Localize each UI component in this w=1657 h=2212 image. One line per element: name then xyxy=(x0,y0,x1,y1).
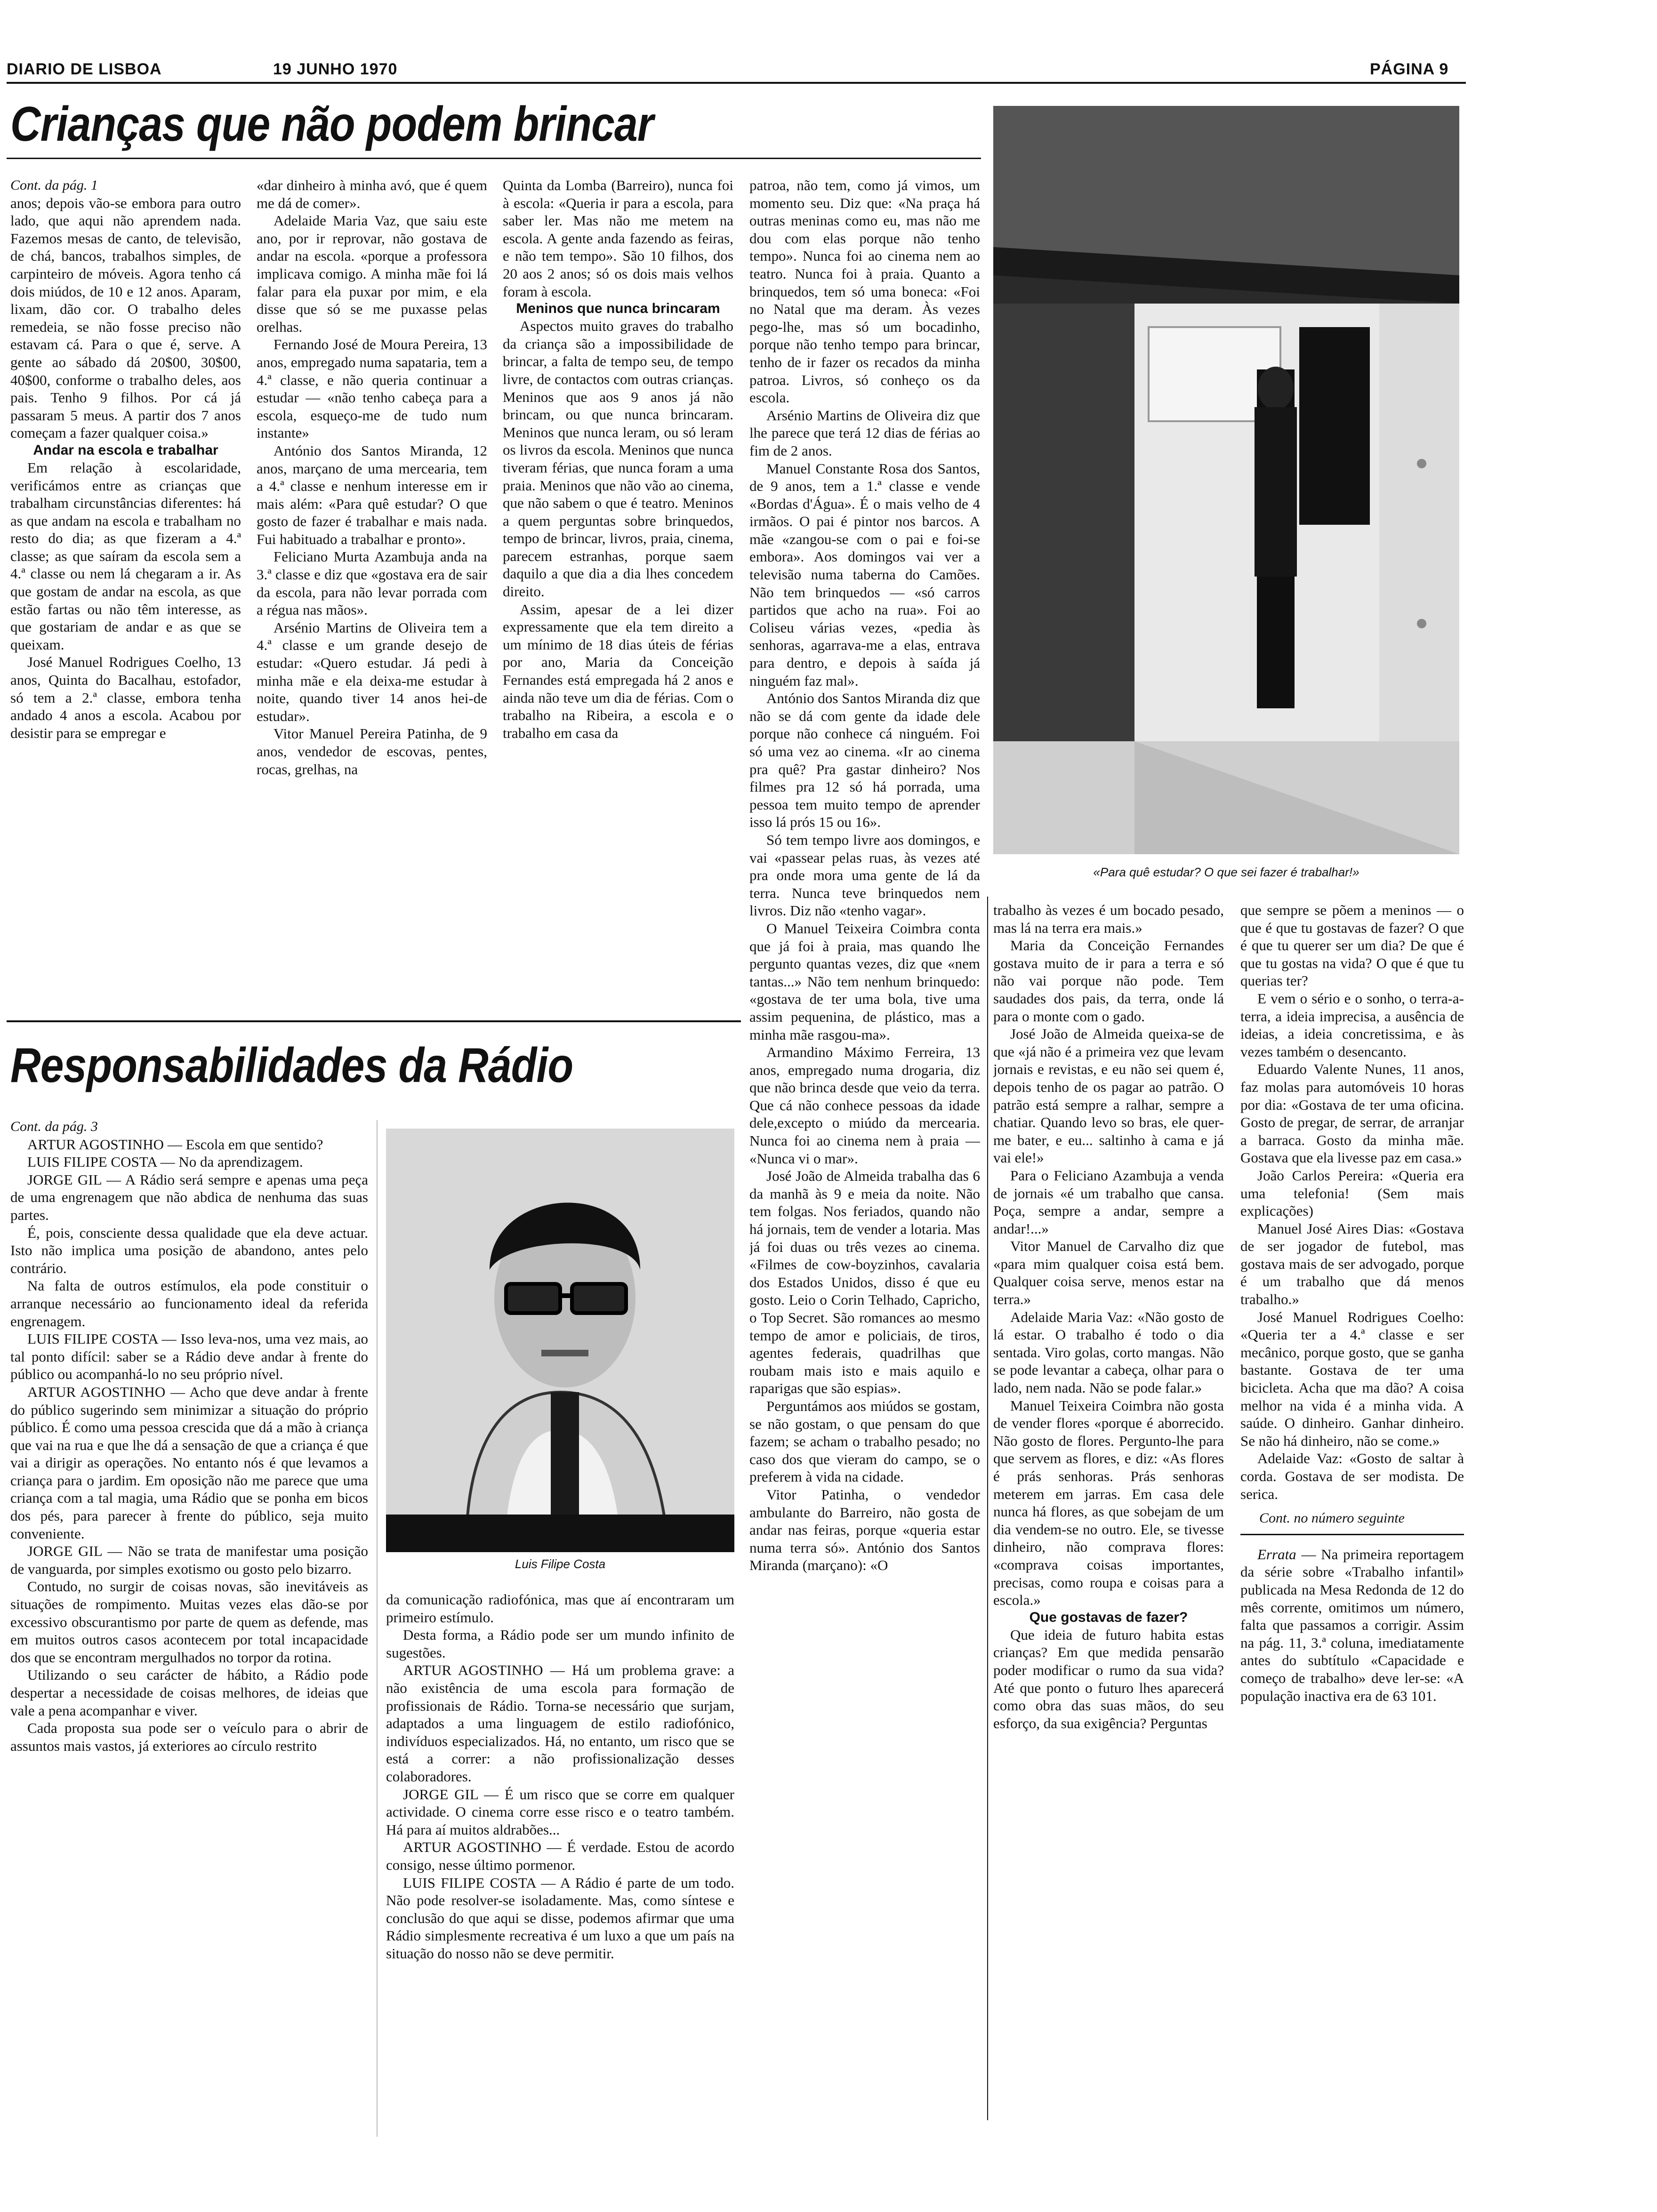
article2-column-1 xyxy=(10,1118,368,2137)
paragraph: Utilizando o seu carácter de hábito, a Rádio pode despertar a necessidade de coisas melhores, de ideias que vale a pena acompanhar e viver. xyxy=(10,1667,368,1719)
paragraph: Aspectos muito graves do trabalho da criança são a impossibilidade de brincar, a falta de tempo seu, de tempo livre, de contactos com outras crianças. Meninos que aos 9 anos já não brincam, ou que nunca brincaram. Meninos que nunca leram, ou só leram os livros da escola. Meninos que nunca tiveram férias, que nunca foram a uma praia. Meninos que não vão ao cinema, que não sabem o que é teatro. Meninos a quem perguntas sobre brinquedos, tempo de brincar, livros, praia, cinema, parecem estranhas, porque saem daquilo a que dia a dia lhes concedem direito. xyxy=(503,318,733,600)
paragraph: ARTUR AGOSTINHO — É verdade. Estou de acordo consigo, nesse último pormenor. xyxy=(386,1839,734,1873)
article2-column-2 xyxy=(386,1591,734,2137)
paragraph: anos; depois vão-se embora para outro lado, que aqui não aprendem nada. Fazemos mesas de canto, de televisão, de chá, bancos, trabalhos simples, de carpinteiro de móveis. Agora tenho cá dois miúdos, de 10 e 12 anos. Aparam, lixam, dão cor. O trabalho deles remedeia, se não fosse preciso não estavam cá. Para o que é, serve. A gente ao sábado dá 20$00, 30$00, 40$00, conforme o trabalho deles, aos pais. Tenho 9 filhos. Por cá já passaram 5 meus. A partir dos 7 anos começam a fazer qualquer coisa.» xyxy=(10,194,241,441)
continuation-note: Cont. da pág. 1 xyxy=(10,177,98,193)
article1-column-1 xyxy=(10,176,241,1012)
paragraph: Arsénio Martins de Oliveira tem a 4.ª classe e um grande desejo de estudar: «Quero estudar. Já pedi à minha mãe e ela deixa-me estudar à noite, quando tiver 14 anos hei-de estudar». xyxy=(257,619,487,724)
paragraph: ARTUR AGOSTINHO — Acho que deve andar à frente do público sugerindo sem minimizar a situação do próprio público. É como uma pessoa crescida que dá a mão à criança que vai na rua e que lhe dá a sensação de que a criança é que vai a dirigir as operações. No entanto nós é que levamos a criança para o jardim. Em oposição não me parece que uma criança com a tal magia, uma Rádio que se ponha em bicos dos pés, para parecer à frente do público, seja muito conveniente. xyxy=(10,1383,368,1542)
errata-text: — Na primeira reportagem da série sobre «Trabalho infantil» publicada na Mesa Redonda de 12 do mês corrente, omitimos um número, falta que passamos a corrigir. Assim na pág. 11, 3.ª coluna, imediatamente antes do subtítulo «Capacidade e começo de trabalho» deve ler-se: «A população inactiva era de 63 101. xyxy=(1240,1546,1464,1704)
paragraph: LUIS FILIPE COSTA — A Rádio é parte de um todo. Não pode resolver-se isoladamente. Mas, como síntese e conclusão do que aqui se disse, podemos afirmar que uma Rádio simplesmente recreativa é um luxo a que um país na situação do nosso não se deve permitir. xyxy=(386,1874,734,1962)
paragraph: JORGE GIL — Não se trata de manifestar uma posição de vanguarda, por simples exotismo ou gosto pelo bizarro. xyxy=(10,1543,368,1577)
paragraph: Vitor Manuel de Carvalho diz que «para mim qualquer coisa está bem. Qualquer coisa serve, menos estar na terra.» xyxy=(993,1238,1224,1308)
article-separator xyxy=(7,1020,741,1022)
paragraph: Assim, apesar de a lei dizer expressamente que ela tem direito a um mínimo de 18 dias úteis de férias por ano, Maria da Conceição Fernandes está empregada há 2 anos e ainda não teve um dia de férias. Com o trabalho na Ribeira, a escola e o trabalho em casa da xyxy=(503,601,733,741)
masthead-rule xyxy=(7,82,1466,84)
paragraph: Fernando José de Moura Pereira, 13 anos, empregado numa sapataria, tem a 4.ª classe, e não queria continuar a estudar — «não tenho cabeça para a escola, esqueço-me de tudo num instante» xyxy=(257,336,487,441)
page-number: PÁGINA 9 xyxy=(1370,60,1449,78)
paragraph: Para o Feliciano Azambuja a venda de jornais «é um trabalho que cansa. Poça, sempre a andar, sempre a andar!...» xyxy=(993,1167,1224,1237)
newspaper-name: DIARIO DE LISBOA xyxy=(7,60,162,78)
paragraph: LUIS FILIPE COSTA — Isso leva-nos, uma vez mais, ao tal ponto difícil: saber se a Rádio deve andar à frente do público ou acompanhá-lo no seu próprio nível. xyxy=(10,1330,368,1383)
paragraph: O Manuel Teixeira Coimbra conta que já foi à praia, mas quando lhe pergunto quantas vezes, diz que «nem tantas...» Não tem nenhum brinquedo: «gostava de ter uma bola, tive uma assim pequenina, de plástico, mas a minha mãe rasgou-ma». xyxy=(749,920,980,1043)
paragraph: JORGE GIL — A Rádio será sempre e apenas uma peça de uma engrenagem que não abdica de nenhuma das suas partes. xyxy=(10,1171,368,1223)
column-rule xyxy=(987,897,988,2120)
article1-column-2 xyxy=(257,176,487,1012)
paragraph: Manuel José Aires Dias: «Gostava de ser jogador de futebol, mas gostava mais de ser advogado, porque é um trabalho que dá menos trabalho.» xyxy=(1240,1220,1464,1308)
paragraph: Manuel Teixeira Coimbra não gosta de vender flores «porque é aborrecido. Não gosto de flores. Pergunto-lhe para que servem as flores, e diz: «As flores é prás senhoras. Prás senhoras meterem em jarras. Em casa dele nunca há flores, as que sobejam de um dia vendem-se no outro. Ele, se tivesse dinheiro, não comprava flores: «comprava coisas importantes, precisas, como roupa e coisas para a escola.» xyxy=(993,1397,1224,1609)
article1-column-5 xyxy=(993,901,1224,2137)
article1-column-3 xyxy=(503,176,733,1012)
subheading: Que gostavas de fazer? xyxy=(1029,1609,1188,1625)
paragraph: ARTUR AGOSTINHO — Escola em que sentido? xyxy=(27,1136,323,1153)
paragraph: Perguntámos aos miúdos se gostam, se não gostam, o que pensam do que fazem; se acham o trabalho pesado; no caso dos que vieram do campo, se o preferem à vida na cidade. xyxy=(749,1397,980,1485)
paragraph: Arsénio Martins de Oliveira diz que lhe parece que terá 12 dias de férias ao fim de 2 anos. xyxy=(749,407,980,459)
paragraph: José João de Almeida trabalha das 6 da manhã às 9 e meia da noite. Não tem folgas. Nos feriados, quando não há jornais, tem de vender a lotaria. Mas já foi duas ou três vezes ao cinema. «Filmes de cow-boyzinhos, cavalaria dos Estados Unidos, disso é que eu gosto. Leio o Corin Telhado, Capricho, o Top Secret. São romances ao mesmo tempo de amor e policiais, de tiros, agentes federais, quadrilhas que roubam mais isto e mais aquilo e raparigas que são espias». xyxy=(749,1168,980,1397)
paragraph: trabalho às vezes é um bocado pesado, mas lá na terra era mais.» xyxy=(993,902,1224,936)
paragraph: Adelaide Vaz: «Gosto de saltar à corda. Gostava de ser modista. De serica. xyxy=(1240,1450,1464,1502)
errata-rule xyxy=(1240,1534,1464,1535)
photo-caption: «Para quê estudar? O que sei fazer é trabalhar!» xyxy=(1093,865,1359,879)
paragraph: Armandino Máximo Ferreira, 13 anos, empregado numa drogaria, diz que não brinca desde que veio da terra. Que cá não conhece pessoas da idade dele,excepto o miúdo da mercearia. Nunca foi ao cinema nem à praia — «Nunca vi o mar». xyxy=(749,1044,980,1167)
portrait-caption: Luis Filipe Costa xyxy=(515,1557,606,1571)
paragraph: António dos Santos Miranda diz que não se dá com gente da idade dele porque não conhece cá ninguém. Foi só uma vez ao cinema. «Ir ao cinema pra quê? Pra gastar dinheiro? Nos filmes pra 12 só há porrada, uma pessoa tem muito tempo de aprender isso lá prós 15 ou 16». xyxy=(749,690,980,831)
paragraph: Contudo, no surgir de coisas novas, são inevitáveis as situações de rompimento. Muitas vezes elas dão-se por excessivo obscurantismo por parte de quem as defende, mas em muitos outros casos acontecem por total incapacidade dos que se encontram mergulhados no torpor da rotina. xyxy=(10,1578,368,1666)
paragraph: Feliciano Murta Azambuja anda na 3.ª classe e diz que «gostava era de sair da escola, para não levar porrada com a régua nas mãos». xyxy=(257,548,487,618)
portrait-photo-image xyxy=(386,1129,734,1552)
paragraph: JORGE GIL — É um risco que se corre em qualquer actividade. O cinema corre esse risco e o teatro também. Há para aí muitos aldrabões... xyxy=(386,1786,734,1838)
portrait-photo xyxy=(386,1129,734,1552)
paragraph: da comunicação radiofónica, mas que aí encontraram um primeiro estímulo. xyxy=(386,1591,734,1626)
paragraph: Vitor Patinha, o vendedor ambulante do Barreiro, não gosta de andar nas feiras, porque «queria estar numa terra só». António dos Santos Miranda (marçano): «O xyxy=(749,1486,980,1574)
paragraph: Cada proposta sua pode ser o veículo para o abrir de assuntos mais vastos, já exteriores ao círculo restrito xyxy=(10,1720,368,1754)
paragraph: É, pois, consciente dessa qualidade que ela deve actuar. Isto não implica uma posição de abandono, antes pelo contrário. xyxy=(10,1224,368,1276)
paragraph: E vem o sério e o sonho, o terra-a-terra, a ideia imprecisa, a ausência de ideias, a ideia concretissima, e às vezes também o desencanto. xyxy=(1240,990,1464,1060)
errata-label: Errata xyxy=(1257,1546,1296,1563)
paragraph: José Manuel Rodrigues Coelho, 13 anos, Quinta do Bacalhau, estofador, só tem a 2.ª classe, embora tenha andado 4 anos a escola. Acabou por desistir para se empregar e xyxy=(10,654,241,741)
paragraph: José Manuel Rodrigues Coelho: «Queria ter a 4.ª classe e ser mecânico, porque gosto, que se ganha bastante. Gostava de ter uma bicicleta. Acha que ma dão? A coisa melhor na vida é a minha vida. A saúde. O dinheiro. Ganhar dinheiro. Se não há dinheiro, não se come.» xyxy=(1240,1308,1464,1449)
paragraph: «dar dinheiro à minha avó, que é quem me dá de comer». xyxy=(257,177,487,211)
doorway-photo-image xyxy=(993,106,1459,854)
paragraph: Adelaide Maria Vaz, que saiu este ano, por ir reprovar, não gostava de andar na escola. «porque a professora implicava comigo. A minha mãe foi lá falar para ela puxar por mim, e ela disse que só se me puxasse pelas orelhas. xyxy=(257,212,487,335)
paragraph: LUIS FILIPE COSTA — No da aprendizagem. xyxy=(27,1154,303,1170)
article1-column-4 xyxy=(749,176,980,2137)
paragraph: Vitor Manuel Pereira Patinha, de 9 anos, vendedor de escovas, pentes, rocas, grelhas, na xyxy=(257,725,487,777)
paragraph: João Carlos Pereira: «Queria era uma telefonia! (Sem mais explicações) xyxy=(1240,1167,1464,1219)
paragraph: José João de Almeida queixa-se de que «já não é a primeira vez que levam jornais e revistas, e eu não sei quem é, depois tenho de os pagar ao patrão. O patrão está sempre a ralhar, sempre a chatiar. Quando levo so bras, ele quer-me bater, e eu... saltinho à cama e já vai ele!» xyxy=(993,1026,1224,1166)
paragraph: Adelaide Maria Vaz: «Não gosto de lá estar. O trabalho é todo o dia sentada. Viro golas, corto mangas. Não se pode levantar a cabeça, olhar para o lado, nem nada. Não se pode falar.» xyxy=(993,1308,1224,1396)
paragraph: patroa, não tem, como já vimos, um momento seu. Diz que: «Na praça há outras meninas como eu, mas não me dou com elas porque não tenho tempo». Nunca foi ao cinema nem ao teatro. Nunca foi à praia. Quanto a brinquedos, tem só uma boneca: «Foi no Natal que ma deram. Às vezes pego-lhe, mas só um bocadinho, porque não tenho tempo para brincar, tenho de ir fazer os recados da minha patroa. Livros, só conheço os da escola. xyxy=(749,177,980,406)
paragraph: que sempre se põem a meninos — o que é que tu gostavas de fazer? O que é que tu querer ser um dia? De que é que tu gostas na vida? O que é que tu querias ter? xyxy=(1240,902,1464,989)
paragraph: ARTUR AGOSTINHO — Há um problema grave: a não existência de uma escola para formação de profissionais de Rádio. Torna-se necessário que surjam, adaptados a uma linguagem de estilo radiofónico, indivíduos especializados. Há, no entanto, um risco que se está a correr: a não profissionalização desses colaboradores. xyxy=(386,1662,734,1785)
headline-rule xyxy=(7,158,981,159)
paragraph: Em relação à escolaridade, verificámos entre as crianças que trabalham circunstâncias diferentes: há as que andam na escola e trabalham no resto do dia; as que fizeram a 4.ª classe; as que saíram da escola sem a 4.ª classe ou nem lá chegaram a ir. As que gostam de andar na escola, as que estão fartas ou não têm interesse, as que gostariam de andar e as que se queixam. xyxy=(10,459,241,653)
doorway-photo xyxy=(993,106,1459,854)
paragraph: Na falta de outros estímulos, ela pode constituir o arranque necessário ao funcionamento ideal da referida engrenagem. xyxy=(10,1277,368,1330)
paragraph: Maria da Conceição Fernandes gostava muito de ir para a terra e só não vai porque não pode. Tem saudades dos pais, da terra, onde lá para o monte com o gado. xyxy=(993,937,1224,1025)
paragraph: Manuel Constante Rosa dos Santos, de 9 anos, tem a 1.ª classe e vende «Bordas d'Água». É o mais velho de 4 irmãos. O pai é pintor nos barcos. A mãe «zangou-se com o pai e foi-se embora». Aos domingos vai ver a televisão numa taberna do Camões. Não tem brinquedos — «só carros partidos que acho na rua». Foi ao Coliseu várias vezes, «pedia às senhoras, agarrava-me a elas, entrava para dentro, e depois à saída já ninguém faz mal». xyxy=(749,460,980,689)
column-rule xyxy=(377,1120,378,2137)
paragraph: Que ideia de futuro habita estas crianças? Em que medida pensarão poder modificar o rumo da sua vida? Até que ponto o futuro lhes aparecerá como obra das suas mãos, do seu esforço, da sua exigência? Perguntas xyxy=(993,1626,1224,1731)
subheading: Andar na escola e trabalhar xyxy=(33,442,218,458)
paragraph: Desta forma, a Rádio pode ser um mundo infinito de sugestões. xyxy=(386,1627,734,1661)
paragraph: Eduardo Valente Nunes, 11 anos, faz molas para automóveis 10 horas por dia: «Gostava de ter uma oficina. Gosto de pregar, de serrar, de arranjar a barraca. Gosto da minha mãe. Gostava que ela livesse paz em casa.» xyxy=(1240,1061,1464,1166)
subheading: Meninos que nunca brincaram xyxy=(516,301,720,317)
paragraph: António dos Santos Miranda, 12 anos, marçano de uma mercearia, tem a 4.ª classe e nenhum interesse em ir mais além: «Para quê estudar? O que gosto de fazer é trabalhar e mais nada. Fui habituado a trabalhar e pronto». xyxy=(257,442,487,547)
issue-date: 19 JUNHO 1970 xyxy=(273,60,398,78)
continuation-next: Cont. no número seguinte xyxy=(1259,1510,1405,1526)
article1-headline: Crianças que não podem brincar xyxy=(10,97,653,152)
article1-column-6 xyxy=(1240,901,1464,2137)
paragraph: Quinta da Lomba (Barreiro), nunca foi à escola: «Queria ir para a escola, para saber ler. Mas não me metem na escola. A gente anda fazendo as feiras, e não tem tempo». São 10 filhos, dos 20 aos 2 anos; só os dois mais velhos foram à escola. xyxy=(503,177,733,300)
paragraph: Só tem tempo livre aos domingos, e vai «passear pelas ruas, às vezes até pra onde mora uma gente de lá da terra. Nunca teve brinquedos nem livros. Diz não «tenho vagar». xyxy=(749,831,980,919)
article2-headline: Responsabilidades da Rádio xyxy=(10,1038,573,1093)
continuation-note: Cont. da pág. 3 xyxy=(10,1119,98,1134)
